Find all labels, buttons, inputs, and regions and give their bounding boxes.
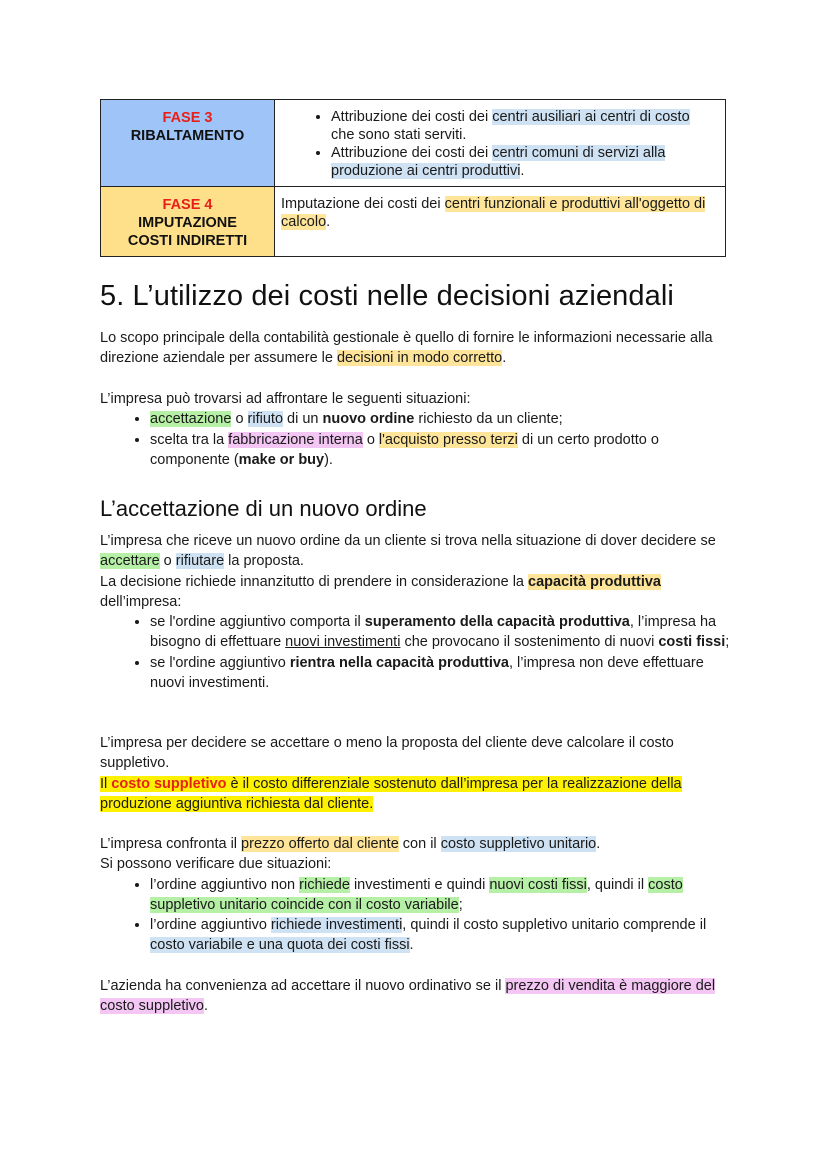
section-5-intro: Lo scopo principale della contabilità gestionale è quello di fornire le informazioni necessarie alla direzione aziendale per assumere le decisioni in modo corretto. — [100, 330, 713, 367]
order-block — [100, 531, 730, 693]
phase-name: COSTI INDIRETTI — [127, 233, 248, 249]
definition: Il costo suppletivo è il costo differenziale sostenuto dall’impresa per la realizzazione della produzione aggiuntiva richiesta dal cliente. — [100, 775, 682, 812]
list-item: • scelta tra la fabbricazione interna o l'acquisto presso terzi di un certo prodotto o componente (make or buy). — [150, 430, 730, 471]
paragraph: La decisione richiede innanzitutto di prendere in considerazione la capacità produttiva dell’impresa: — [100, 573, 661, 610]
situations-intro: L’impresa può trovarsi ad affrontare le seguenti situazioni: — [100, 391, 471, 407]
list-item: • accettazione o rifiuto di un nuovo ordine richiesto da un cliente; — [150, 409, 730, 429]
list-item: • Attribuzione dei costi dei centri comuni di servizi alla produzione ai centri produttivi. — [331, 144, 717, 180]
paragraph: L’azienda ha convenienza ad accettare il nuovo ordinativo se il prezzo di vendita è maggiore del costo suppletivo. — [100, 978, 716, 1015]
list-item: • l’ordine aggiuntivo richiede investimenti, quindi il costo suppletivo unitario comprende il costo variabile e una quota dei costi fissi. — [150, 915, 730, 956]
phases-table — [100, 99, 726, 257]
paragraph: L’impresa che riceve un nuovo ordine da un cliente si trova nella situazione di dover decidere se accettare o rifiutare la proposta. — [100, 533, 716, 570]
order-heading: L’accettazione di un nuovo ordine — [100, 496, 427, 521]
list-item: • se l'ordine aggiuntivo rientra nella capacità produttiva, l’impresa non deve effettuare nuovi investimenti. — [150, 653, 730, 694]
situations-block — [100, 389, 730, 470]
list-item: • Attribuzione dei costi dei centri ausiliari ai centri di costo che sono stati serviti. — [331, 108, 717, 144]
table-row — [101, 187, 726, 257]
table-row — [101, 100, 726, 187]
list-item: • l’ordine aggiuntivo non richiede investimenti e quindi nuovi costi fissi, quindi il costo suppletivo unitario coincide con il costo variabile; — [150, 875, 730, 916]
order-block-2 — [100, 733, 730, 814]
list-item: • se l'ordine aggiuntivo comporta il superamento della capacità produttiva, l’impresa ha bisogno di effettuare nuovi investimenti che provocano il sostenimento di nuovi costi fissi; — [150, 612, 730, 653]
section-5-heading: 5. L’utilizzo dei costi nelle decisioni aziendali — [100, 280, 674, 312]
phase-3-description — [275, 100, 726, 187]
phase-number: FASE 4 — [162, 197, 213, 213]
phase-3-cell — [101, 100, 275, 187]
paragraph: L’impresa confronta il prezzo offerto dal cliente con il costo suppletivo unitario. — [100, 836, 601, 852]
phase-4-cell — [101, 187, 275, 257]
phase-4-description: Imputazione dei costi dei centri funzionali e produttivi all'oggetto di calcolo. — [275, 187, 726, 257]
phase-number: FASE 3 — [162, 110, 213, 126]
paragraph: L’impresa per decidere se accettare o meno la proposta del cliente deve calcolare il costo suppletivo. — [100, 735, 674, 772]
phase-name: RIBALTAMENTO — [130, 128, 245, 144]
order-block-3 — [100, 834, 730, 956]
conclusion — [100, 976, 730, 1017]
paragraph: Si possono verificare due situazioni: — [100, 856, 332, 873]
phase-name: IMPUTAZIONE — [138, 215, 237, 231]
